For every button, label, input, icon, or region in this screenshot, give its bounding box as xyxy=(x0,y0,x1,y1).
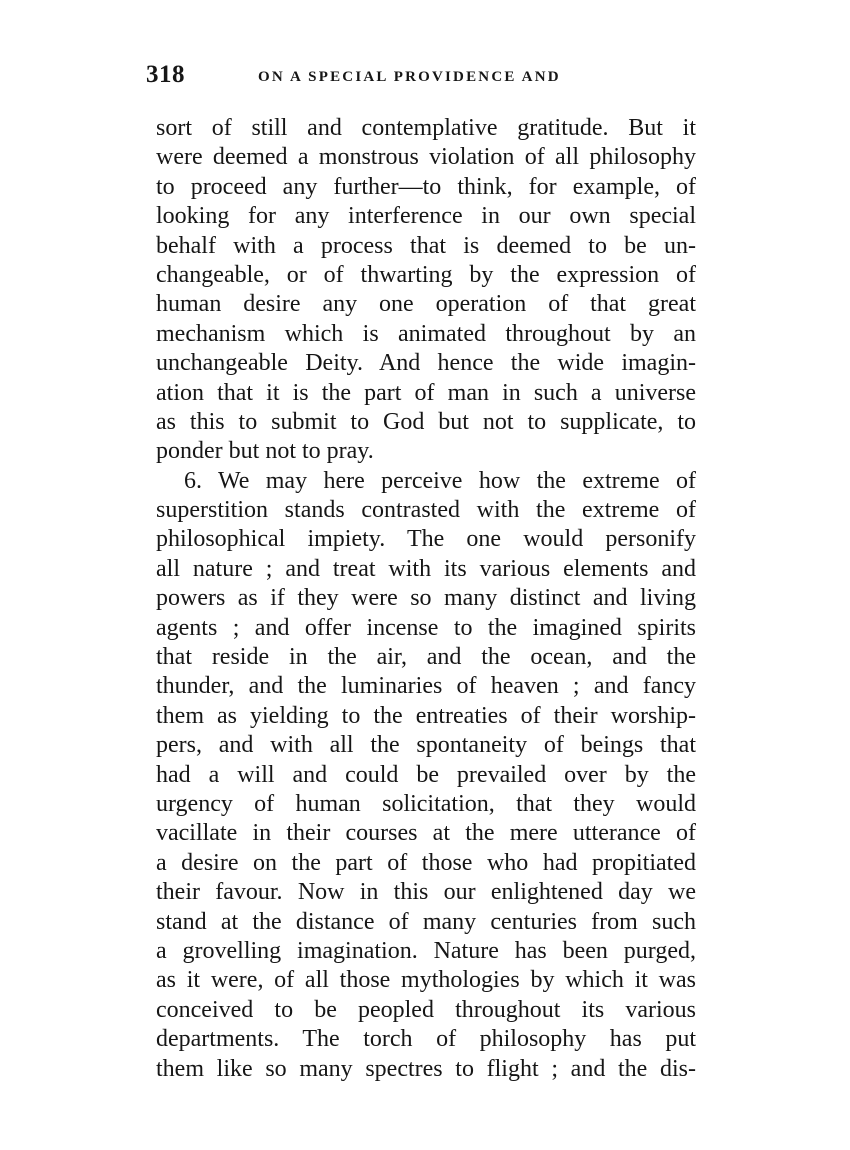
text-line: powers as if they were so many distinct and living xyxy=(156,585,696,612)
text-line: that reside in the air, and the ocean, and the xyxy=(156,644,696,671)
text-line: departments. The torch of philosophy has put xyxy=(156,1026,696,1053)
text-line: ation that it is the part of man in such a universe xyxy=(156,379,696,406)
text-line: their favour. Now in this our enlightened day we xyxy=(156,879,696,906)
running-head: ON A SPECIAL PROVIDENCE AND xyxy=(258,69,561,85)
text-line: human desire any one operation of that great xyxy=(156,291,696,318)
text-line: unchangeable Deity. And hence the wide imagin- xyxy=(156,350,696,377)
page-number: 318 xyxy=(146,61,185,88)
text-line: urgency of human solicitation, that they would xyxy=(156,790,696,817)
text-line: conceived to be peopled throughout its various xyxy=(156,996,696,1023)
text-line: looking for any interference in our own special xyxy=(156,203,696,230)
text-line: superstition stands contrasted with the extreme of xyxy=(156,497,696,524)
text-line: thunder, and the luminaries of heaven ; and fancy xyxy=(156,673,696,700)
text-line: changeable, or of thwarting by the expression of xyxy=(156,261,696,288)
text-line: a grovelling imagination. Nature has been purged, xyxy=(156,937,696,964)
text-line: as it were, of all those mythologies by which it was xyxy=(156,967,696,994)
text-line: them like so many spectres to flight ; and the dis- xyxy=(156,1055,696,1082)
page-header xyxy=(146,60,706,94)
text-line: philosophical impiety. The one would personify xyxy=(156,526,696,553)
text-line: to proceed any further—to think, for example, of xyxy=(156,173,696,200)
text-line: as this to submit to God but not to supplicate, to xyxy=(156,408,696,435)
body-text xyxy=(156,114,696,1084)
text-line: all nature ; and treat with its various elements and xyxy=(156,555,696,582)
text-line: mechanism which is animated throughout by an xyxy=(156,320,696,347)
text-line: had a will and could be prevailed over by the xyxy=(156,761,696,788)
text-line: pers, and with all the spontaneity of beings that xyxy=(156,732,696,759)
text-line: behalf with a process that is deemed to be un- xyxy=(156,232,696,259)
text-line: them as yielding to the entreaties of their worship- xyxy=(156,702,696,729)
text-line: ponder but not to pray. xyxy=(156,438,374,465)
text-line: were deemed a monstrous violation of all philosophy xyxy=(156,144,696,171)
text-line: agents ; and offer incense to the imagined spirits xyxy=(156,614,696,641)
text-line: sort of still and contemplative gratitude. But it xyxy=(156,115,696,141)
text-line: a desire on the part of those who had propitiated xyxy=(156,849,696,876)
text-line: vacillate in their courses at the mere utterance of xyxy=(156,820,696,847)
text-line: stand at the distance of many centuries from such xyxy=(156,908,696,935)
text-line: 6. We may here perceive how the extreme of xyxy=(184,467,696,494)
